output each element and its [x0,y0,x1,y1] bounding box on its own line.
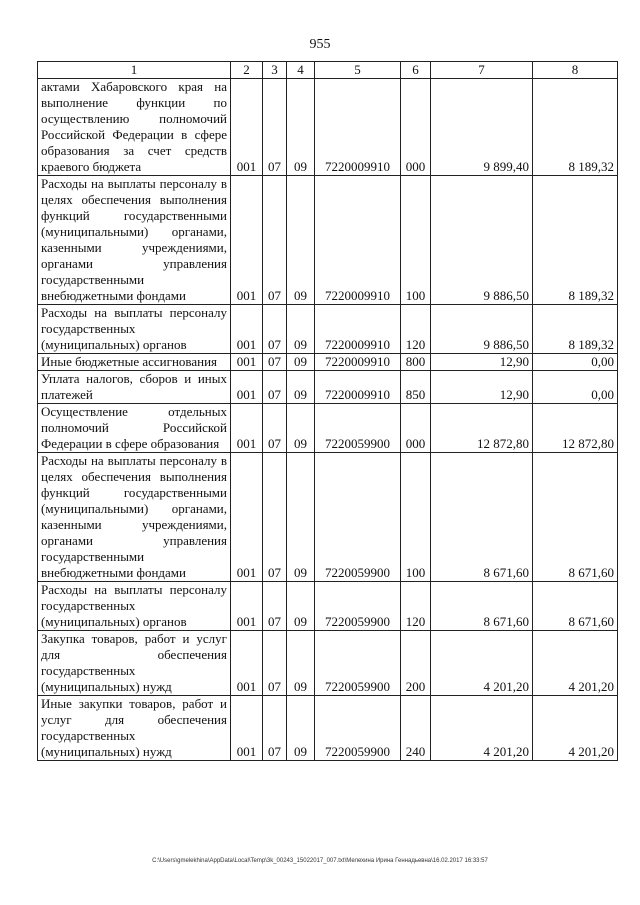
column-header: 2 [231,62,263,79]
executed-amount: 8 671,60 [533,453,618,582]
target-item-code: 7220059900 [315,453,401,582]
planned-amount: 12,90 [431,354,533,371]
row-description: Расходы на выплаты персоналу государственных (муниципальных) органов [38,305,231,354]
row-description: Закупка товаров, работ и услуг для обеспечения государственных (муниципальных) нужд [38,631,231,696]
executed-amount: 8 189,32 [533,79,618,176]
executed-amount: 8 671,60 [533,582,618,631]
table-row [38,176,618,305]
section-code: 07 [263,176,287,305]
section-code: 07 [263,305,287,354]
section-code: 07 [263,453,287,582]
ministry-code: 001 [231,582,263,631]
subsection-code: 09 [287,404,315,453]
executed-amount: 0,00 [533,354,618,371]
executed-amount: 4 201,20 [533,631,618,696]
executed-amount: 8 189,32 [533,305,618,354]
target-item-code: 7220059900 [315,696,401,761]
executed-amount: 0,00 [533,371,618,404]
ministry-code: 001 [231,696,263,761]
expense-type-code: 100 [401,176,431,305]
planned-amount: 12 872,80 [431,404,533,453]
target-item-code: 7220059900 [315,404,401,453]
column-header: 3 [263,62,287,79]
expense-type-code: 850 [401,371,431,404]
table-row [38,696,618,761]
row-description: Расходы на выплаты персоналу в целях обеспечения выполнения функций государственными (муниципальными) органами, казенными учреждениями, органами управления государственными внебюджетными фондами [38,453,231,582]
row-description: Уплата налогов, сборов и иных платежей [38,371,231,404]
row-description: актами Хабаровского края на выполнение функции по осуществлению полномочий Российской Федерации в сфере образования за счет средств краевого бюджета [38,79,231,176]
planned-amount: 8 671,60 [431,453,533,582]
ministry-code: 001 [231,354,263,371]
row-description: Иные бюджетные ассигнования [38,354,231,371]
section-code: 07 [263,582,287,631]
row-description: Иные закупки товаров, работ и услуг для обеспечения государственных (муниципальных) нужд [38,696,231,761]
ministry-code: 001 [231,631,263,696]
section-code: 07 [263,404,287,453]
subsection-code: 09 [287,176,315,305]
target-item-code: 7220009910 [315,79,401,176]
ministry-code: 001 [231,453,263,582]
subsection-code: 09 [287,305,315,354]
table-row [38,631,618,696]
expense-type-code: 120 [401,305,431,354]
expense-type-code: 240 [401,696,431,761]
table-row [38,79,618,176]
target-item-code: 7220009910 [315,371,401,404]
planned-amount: 4 201,20 [431,696,533,761]
table-row [38,371,618,404]
column-header: 7 [431,62,533,79]
table-row [38,453,618,582]
planned-amount: 9 886,50 [431,305,533,354]
subsection-code: 09 [287,696,315,761]
subsection-code: 09 [287,354,315,371]
table-row [38,354,618,371]
row-description: Осуществление отдельных полномочий Российской Федерации в сфере образования [38,404,231,453]
target-item-code: 7220059900 [315,582,401,631]
target-item-code: 7220009910 [315,305,401,354]
section-code: 07 [263,696,287,761]
subsection-code: 09 [287,371,315,404]
column-header: 6 [401,62,431,79]
section-code: 07 [263,354,287,371]
row-description: Расходы на выплаты персоналу государственных (муниципальных) органов [38,582,231,631]
expense-type-code: 120 [401,582,431,631]
target-item-code: 7220009910 [315,176,401,305]
expense-type-code: 000 [401,404,431,453]
ministry-code: 001 [231,305,263,354]
ministry-code: 001 [231,404,263,453]
planned-amount: 9 886,50 [431,176,533,305]
target-item-code: 7220009910 [315,354,401,371]
budget-table [37,61,618,761]
table-row [38,582,618,631]
row-description: Расходы на выплаты персоналу в целях обеспечения выполнения функций государственными (муниципальными) органами, казенными учреждениями, органами управления государственными внебюджетными фондами [38,176,231,305]
expense-type-code: 100 [401,453,431,582]
subsection-code: 09 [287,79,315,176]
subsection-code: 09 [287,631,315,696]
column-header: 5 [315,62,401,79]
expense-type-code: 800 [401,354,431,371]
column-header: 4 [287,62,315,79]
subsection-code: 09 [287,582,315,631]
expense-type-code: 000 [401,79,431,176]
file-path-footer: C:\Users\gmelekhina\AppData\Local\Temp\3k_00243_15022017_007.txt\Мелехина Ирина Геннадьевна\16.02.2017 16:33:57 [152,858,488,864]
ministry-code: 001 [231,371,263,404]
table-body [38,79,618,761]
column-header: 1 [38,62,231,79]
column-header: 8 [533,62,618,79]
section-code: 07 [263,631,287,696]
section-code: 07 [263,371,287,404]
target-item-code: 7220059900 [315,631,401,696]
subsection-code: 09 [287,453,315,582]
executed-amount: 4 201,20 [533,696,618,761]
planned-amount: 8 671,60 [431,582,533,631]
executed-amount: 8 189,32 [533,176,618,305]
ministry-code: 001 [231,79,263,176]
planned-amount: 12,90 [431,371,533,404]
page-number: 955 [309,37,331,52]
planned-amount: 4 201,20 [431,631,533,696]
executed-amount: 12 872,80 [533,404,618,453]
header-row [38,62,618,79]
planned-amount: 9 899,40 [431,79,533,176]
table-row [38,305,618,354]
section-code: 07 [263,79,287,176]
table-row [38,404,618,453]
ministry-code: 001 [231,176,263,305]
expense-type-code: 200 [401,631,431,696]
